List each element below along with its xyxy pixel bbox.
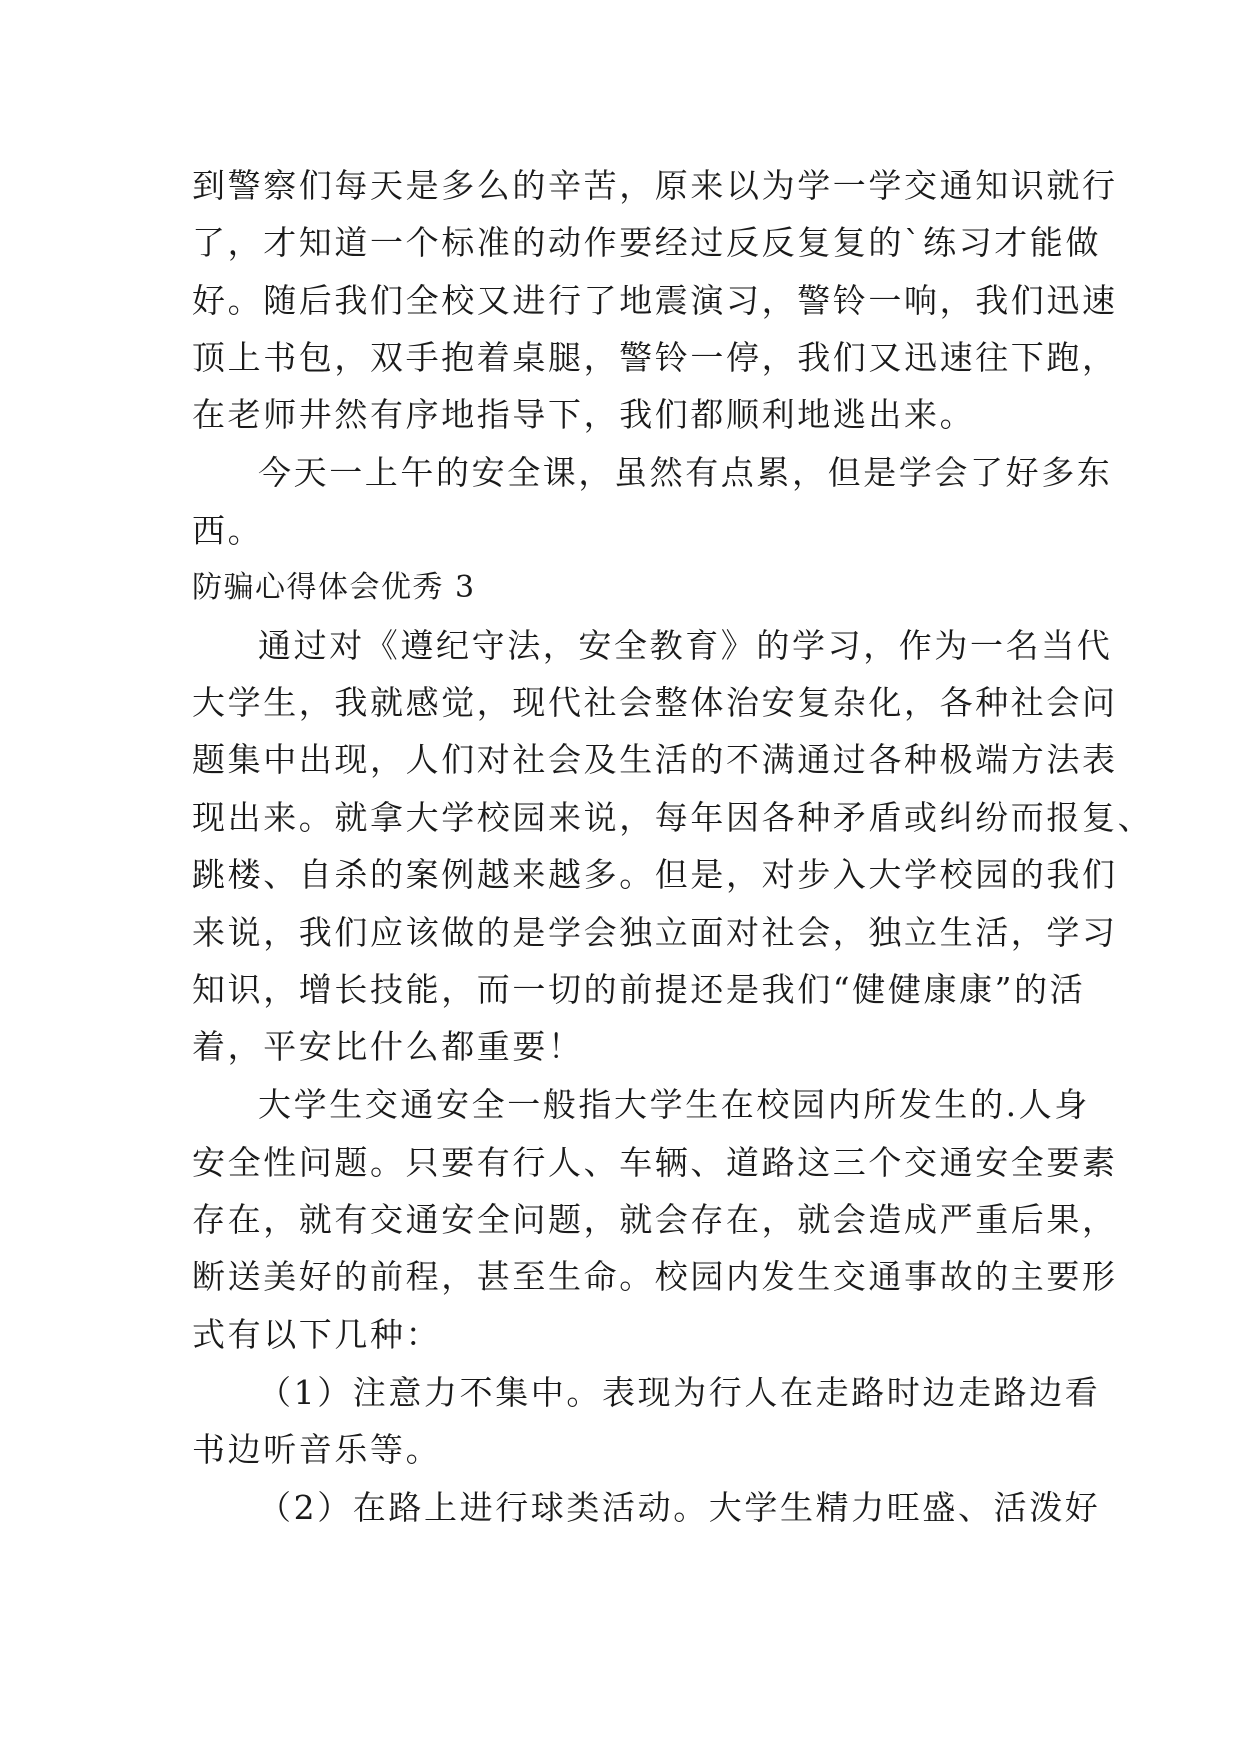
text-line: 书边听音乐等。 [192,1430,442,1469]
text-line: 跳楼、自杀的案例越来越多。但是，对步入大学校园的我们 [192,855,1118,894]
text-line: 通过对《遵纪守法，安全教育》的学习，作为一名当代 [258,626,1113,665]
text-line: 好。随后我们全校又进行了地震演习，警铃一响，我们迅速 [192,281,1118,320]
text-line: 现出来。就拿大学校园来说，每年因各种矛盾或纠纷而报复、 [192,798,1154,837]
text-line: 了，才知道一个标准的动作要经过反反复复的`练习才能做 [192,223,1102,262]
text-line: 来说，我们应该做的是学会独立面对社会，独立生活，学习 [192,913,1118,952]
text-line: 大学生交通安全一般指大学生在校园内所发生的.人身 [258,1085,1090,1124]
section-heading: 防骗心得体会优秀 3 [192,570,476,605]
text-line: 在老师井然有序地指导下，我们都顺利地逃出来。 [192,395,976,434]
text-line: 式有以下几种： [192,1315,442,1354]
text-line: 着，平安比什么都重要！ [192,1027,584,1066]
text-line: 知识，增长技能，而一切的前提还是我们“健健康康”的活 [192,970,1086,1009]
list-item: （2）在路上进行球类活动。大学生精力旺盛、活泼好 [258,1488,1101,1527]
text-line: 西。 [192,511,264,550]
text-line: 顶上书包，双手抱着桌腿，警铃一停，我们又迅速往下跑， [192,338,1118,377]
text-line: 存在，就有交通安全问题，就会存在，就会造成严重后果， [192,1200,1118,1239]
text-line: 安全性问题。只要有行人、车辆、道路这三个交通安全要素 [192,1143,1118,1182]
text-line: 今天一上午的安全课，虽然有点累，但是学会了好多东 [258,453,1113,492]
text-line: 到警察们每天是多么的辛苦，原来以为学一学交通知识就行 [192,166,1118,205]
text-line: 题集中出现，人们对社会及生活的不满通过各种极端方法表 [192,740,1118,779]
text-line: 断送美好的前程，甚至生命。校园内发生交通事故的主要形 [192,1257,1118,1296]
text-line: 大学生，我就感觉，现代社会整体治安复杂化，各种社会问 [192,683,1118,722]
list-item: （1）注意力不集中。表现为行人在走路时边走路边看 [258,1373,1101,1412]
